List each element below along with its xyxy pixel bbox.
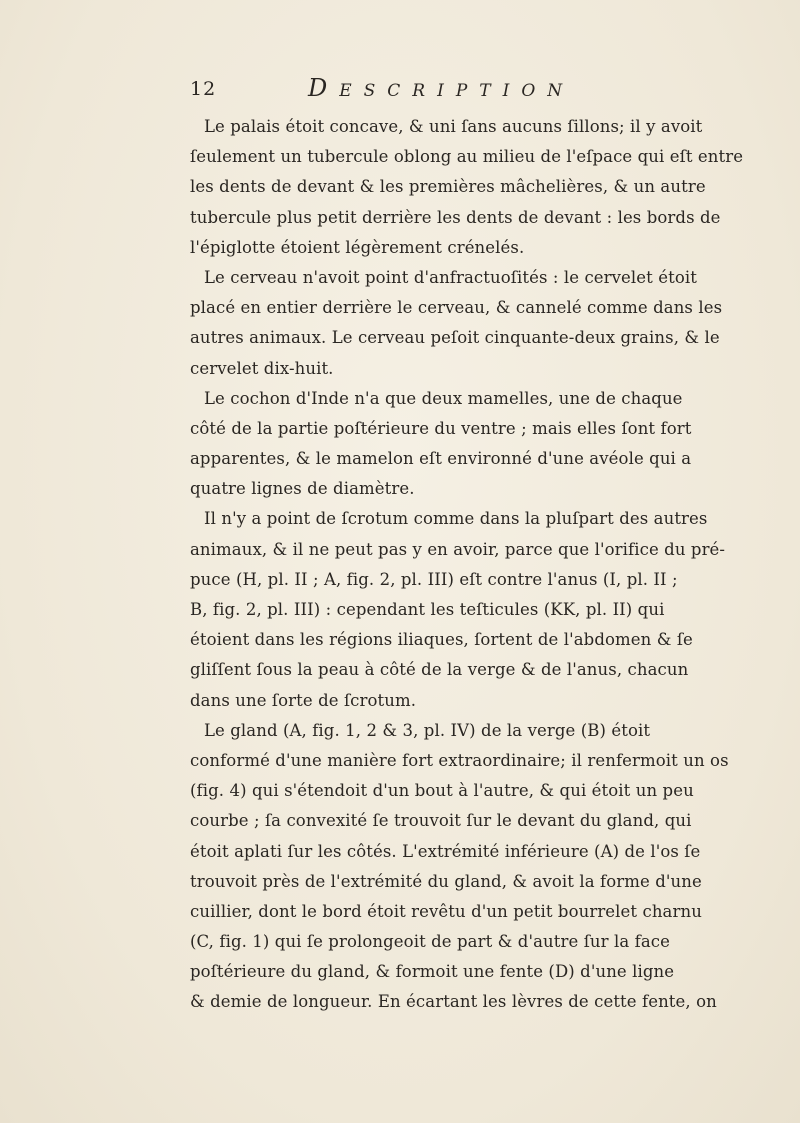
text-line: (C, fig. 1) qui ſe prolongeoit de part & d'autre ſur la face <box>190 932 670 952</box>
text-line: autres animaux. Le cerveau peſoit cinquante-deux grains, & le <box>190 328 720 348</box>
text-line: l'épiglotte étoient légèrement crénelés. <box>190 237 525 257</box>
text-line: Le palais étoit concave, & uni ſans aucuns ſillons; il y avoit <box>204 117 703 136</box>
text-line: placé en entier derrière le cerveau, & cannelé comme dans les <box>190 298 723 318</box>
text-line: & demie de longueur. En écartant les lèvres de cette fente, on <box>190 992 717 1012</box>
text-line: trouvoit près de l'extrémité du gland, & avoit la forme d'une <box>190 871 702 891</box>
text-line: étoient dans les régions iliaques, ſortent de l'abdomen & ſe <box>190 630 693 650</box>
text-line: Le cochon d'Inde n'a que deux mamelles, une de chaque <box>204 388 683 408</box>
text-line: ſeulement un tubercule oblong au milieu de l'eſpace qui eſt entre <box>190 147 744 167</box>
text-line: apparentes, & le mamelon eſt environné d'une avéole qui a <box>190 449 692 469</box>
text-line: cervelet dix-huit. <box>190 358 334 378</box>
text-line: (fig. 4) qui s'étendoit d'un bout à l'autre, & qui étoit un peu <box>190 781 694 801</box>
text-line: quatre lignes de diamètre. <box>190 479 415 499</box>
text-line: animaux, & il ne peut pas y en avoir, parce que l'orifice du pré- <box>190 539 726 559</box>
text-line: étoit aplati ſur les côtés. L'extrémité inférieure (A) de l'os ſe <box>190 841 701 861</box>
text-line: gliſſent ſous la peau à côté de la verge & de l'anus, chacun <box>190 660 689 680</box>
text-line: Le cerveau n'avoit point d'anfractuoſités : le cervelet étoit <box>204 267 697 287</box>
text-line: puce (H, pl. II ; A, fig. 2, pl. III) eſt contre l'anus (I, pl. II ; <box>190 569 678 589</box>
text-line: conformé d'une manière fort extraordinaire; il renfermoit un os <box>190 750 729 770</box>
body-text <box>190 112 744 1018</box>
text-line: poſtérieure du gland, & formoit une fente (D) d'une ligne <box>190 962 675 982</box>
text-line: les dents de devant & les premières mâchelières, & un autre <box>190 177 706 197</box>
text-line: Le gland (A, fig. 1, 2 & 3, pl. IV) de la verge (B) étoit <box>204 720 651 740</box>
text-line: côté de la partie poſtérieure du ventre ; mais elles ſont fort <box>190 418 692 438</box>
text-line: courbe ; ſa convexité ſe trouvoit ſur le devant du gland, qui <box>190 811 692 831</box>
running-title: Description <box>308 74 575 102</box>
text-line: B, fig. 2, pl. III) : cependant les teſticules (KK, pl. II) qui <box>190 600 665 619</box>
text-line: tubercule plus petit derrière les dents de devant : les bords de <box>190 207 721 227</box>
page-number: 12 <box>190 78 217 100</box>
text-line: Il n'y a point de ſcrotum comme dans la pluſpart des autres <box>204 509 708 529</box>
text-line: cuillier, dont le bord étoit revêtu d'un petit bourrelet charnu <box>190 901 702 921</box>
text-line: dans une ſorte de ſcrotum. <box>190 690 417 710</box>
page-header <box>190 74 630 104</box>
